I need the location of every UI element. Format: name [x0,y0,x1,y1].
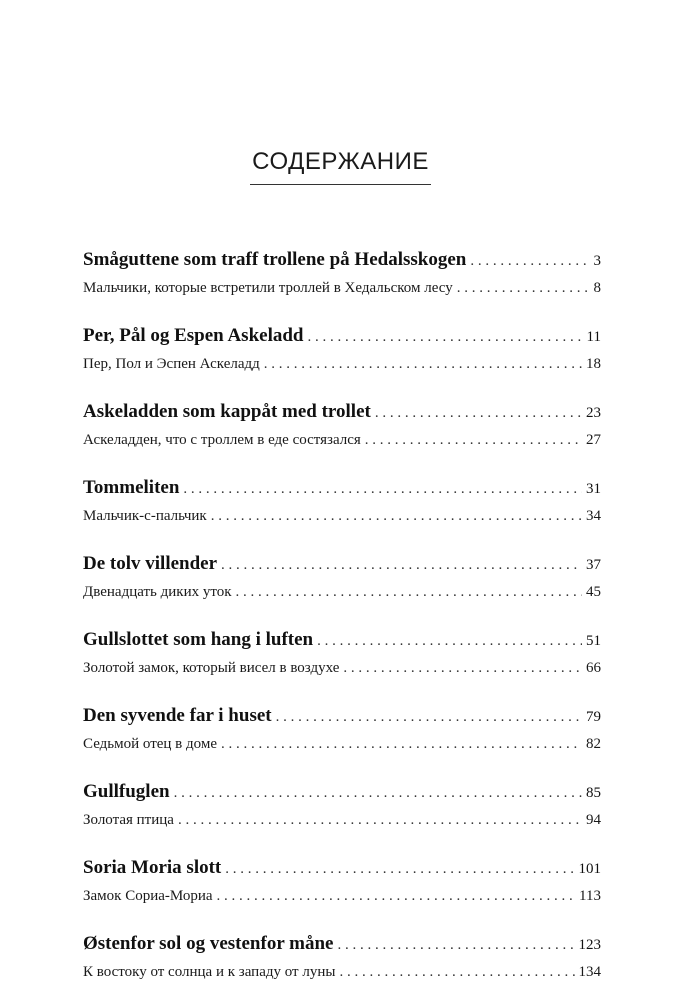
entry-page-number: 123 [578,937,601,953]
toc-entry [83,702,601,758]
translation-page-number: 8 [593,280,601,296]
toc-entry-russian[interactable] [83,882,601,910]
entry-translation: Пер, Пол и Эспен Аскеладд [83,356,260,372]
entry-title: Den syvende far i huset [83,705,272,726]
dot-leader [276,703,582,731]
entry-title: Per, Pål og Espen Askeladd [83,325,304,346]
entry-translation: Золотой замок, который висел в воздухе [83,660,340,676]
entry-page-number: 11 [586,329,601,345]
toc-entry-russian[interactable] [83,730,601,758]
dot-leader [264,350,582,378]
toc-entry-norwegian[interactable] [83,550,601,578]
dot-leader [457,274,590,302]
toc-entry-russian[interactable] [83,350,601,378]
entry-translation: Золотая птица [83,812,174,828]
toc-entry-norwegian[interactable] [83,398,601,426]
entry-title: Askeladden som kappåt med trollet [83,401,371,422]
toc-entry-russian[interactable] [83,502,601,530]
toc-entry [83,626,601,682]
toc-entry-norwegian[interactable] [83,778,601,806]
entry-page-number: 85 [586,785,601,801]
toc-entry-russian[interactable] [83,654,601,682]
dot-leader [307,323,582,351]
toc-entry [83,322,601,378]
dot-leader [236,578,582,606]
entry-title: Gullfuglen [83,781,170,802]
dot-leader [211,502,582,530]
entry-title: Soria Moria slott [83,857,222,878]
entry-page-number: 51 [586,633,601,649]
toc-entry-norwegian[interactable] [83,246,601,274]
entry-translation: К востоку от солнца и к западу от луны [83,964,336,980]
toc-entry-russian[interactable] [83,426,601,454]
toc-heading [0,148,681,185]
toc-entry-norwegian[interactable] [83,474,601,502]
dot-leader [178,806,582,834]
entry-title: Gullslottet som hang i luften [83,629,314,650]
translation-page-number: 27 [586,432,601,448]
toc-entry-russian[interactable] [83,958,601,986]
page-title: СОДЕРЖАНИЕ [250,148,431,185]
toc-entry-norwegian[interactable] [83,930,601,958]
toc-entry-norwegian[interactable] [83,322,601,350]
toc-entry [83,778,601,834]
toc-entry-russian[interactable] [83,806,601,834]
translation-page-number: 34 [586,508,601,524]
entry-translation: Седьмой отец в доме [83,736,218,752]
dot-leader [339,958,574,986]
dot-leader [217,882,576,910]
entry-translation: Мальчики, которые встретили троллей в Хедальском лесу [83,280,453,296]
entry-title: Småguttene som traff trollene på Hedalsskogen [83,249,467,270]
dot-leader [338,931,575,959]
dot-leader [365,426,582,454]
translation-page-number: 66 [586,660,601,676]
entry-title: Tommeliten [83,477,180,498]
dot-leader [183,475,582,503]
entry-page-number: 31 [586,481,601,497]
dot-leader [375,399,582,427]
dot-leader [343,654,582,682]
table-of-contents [83,246,601,1006]
entry-title: Østenfor sol og vestenfor måne [83,933,334,954]
entry-translation: Аскеладден, что с троллем в еде состязался [83,432,361,448]
entry-page-number: 3 [593,253,601,269]
translation-page-number: 134 [578,964,601,980]
entry-translation: Замок Сориа-Мориа [83,888,213,904]
entry-translation: Двенадцать диких уток [83,584,232,600]
translation-page-number: 82 [586,736,601,752]
entry-translation: Мальчик-с-пальчик [83,508,207,524]
dot-leader [225,855,574,883]
entry-page-number: 37 [586,557,601,573]
toc-entry [83,550,601,606]
dot-leader [470,247,589,275]
entry-title: De tolv villender [83,553,218,574]
toc-entry-norwegian[interactable] [83,626,601,654]
toc-entry-norwegian[interactable] [83,702,601,730]
toc-entry-russian[interactable] [83,274,601,302]
dot-leader [221,730,582,758]
dot-leader [174,779,582,807]
toc-entry [83,854,601,910]
toc-entry-russian[interactable] [83,578,601,606]
dot-leader [221,551,582,579]
toc-entry-norwegian[interactable] [83,854,601,882]
entry-page-number: 23 [586,405,601,421]
entry-page-number: 79 [586,709,601,725]
toc-entry [83,246,601,302]
translation-page-number: 18 [586,356,601,372]
translation-page-number: 94 [586,812,601,828]
entry-page-number: 101 [578,861,601,877]
dot-leader [317,627,582,655]
toc-entry [83,474,601,530]
translation-page-number: 113 [579,888,601,904]
toc-entry [83,398,601,454]
translation-page-number: 45 [586,584,601,600]
toc-entry [83,930,601,986]
